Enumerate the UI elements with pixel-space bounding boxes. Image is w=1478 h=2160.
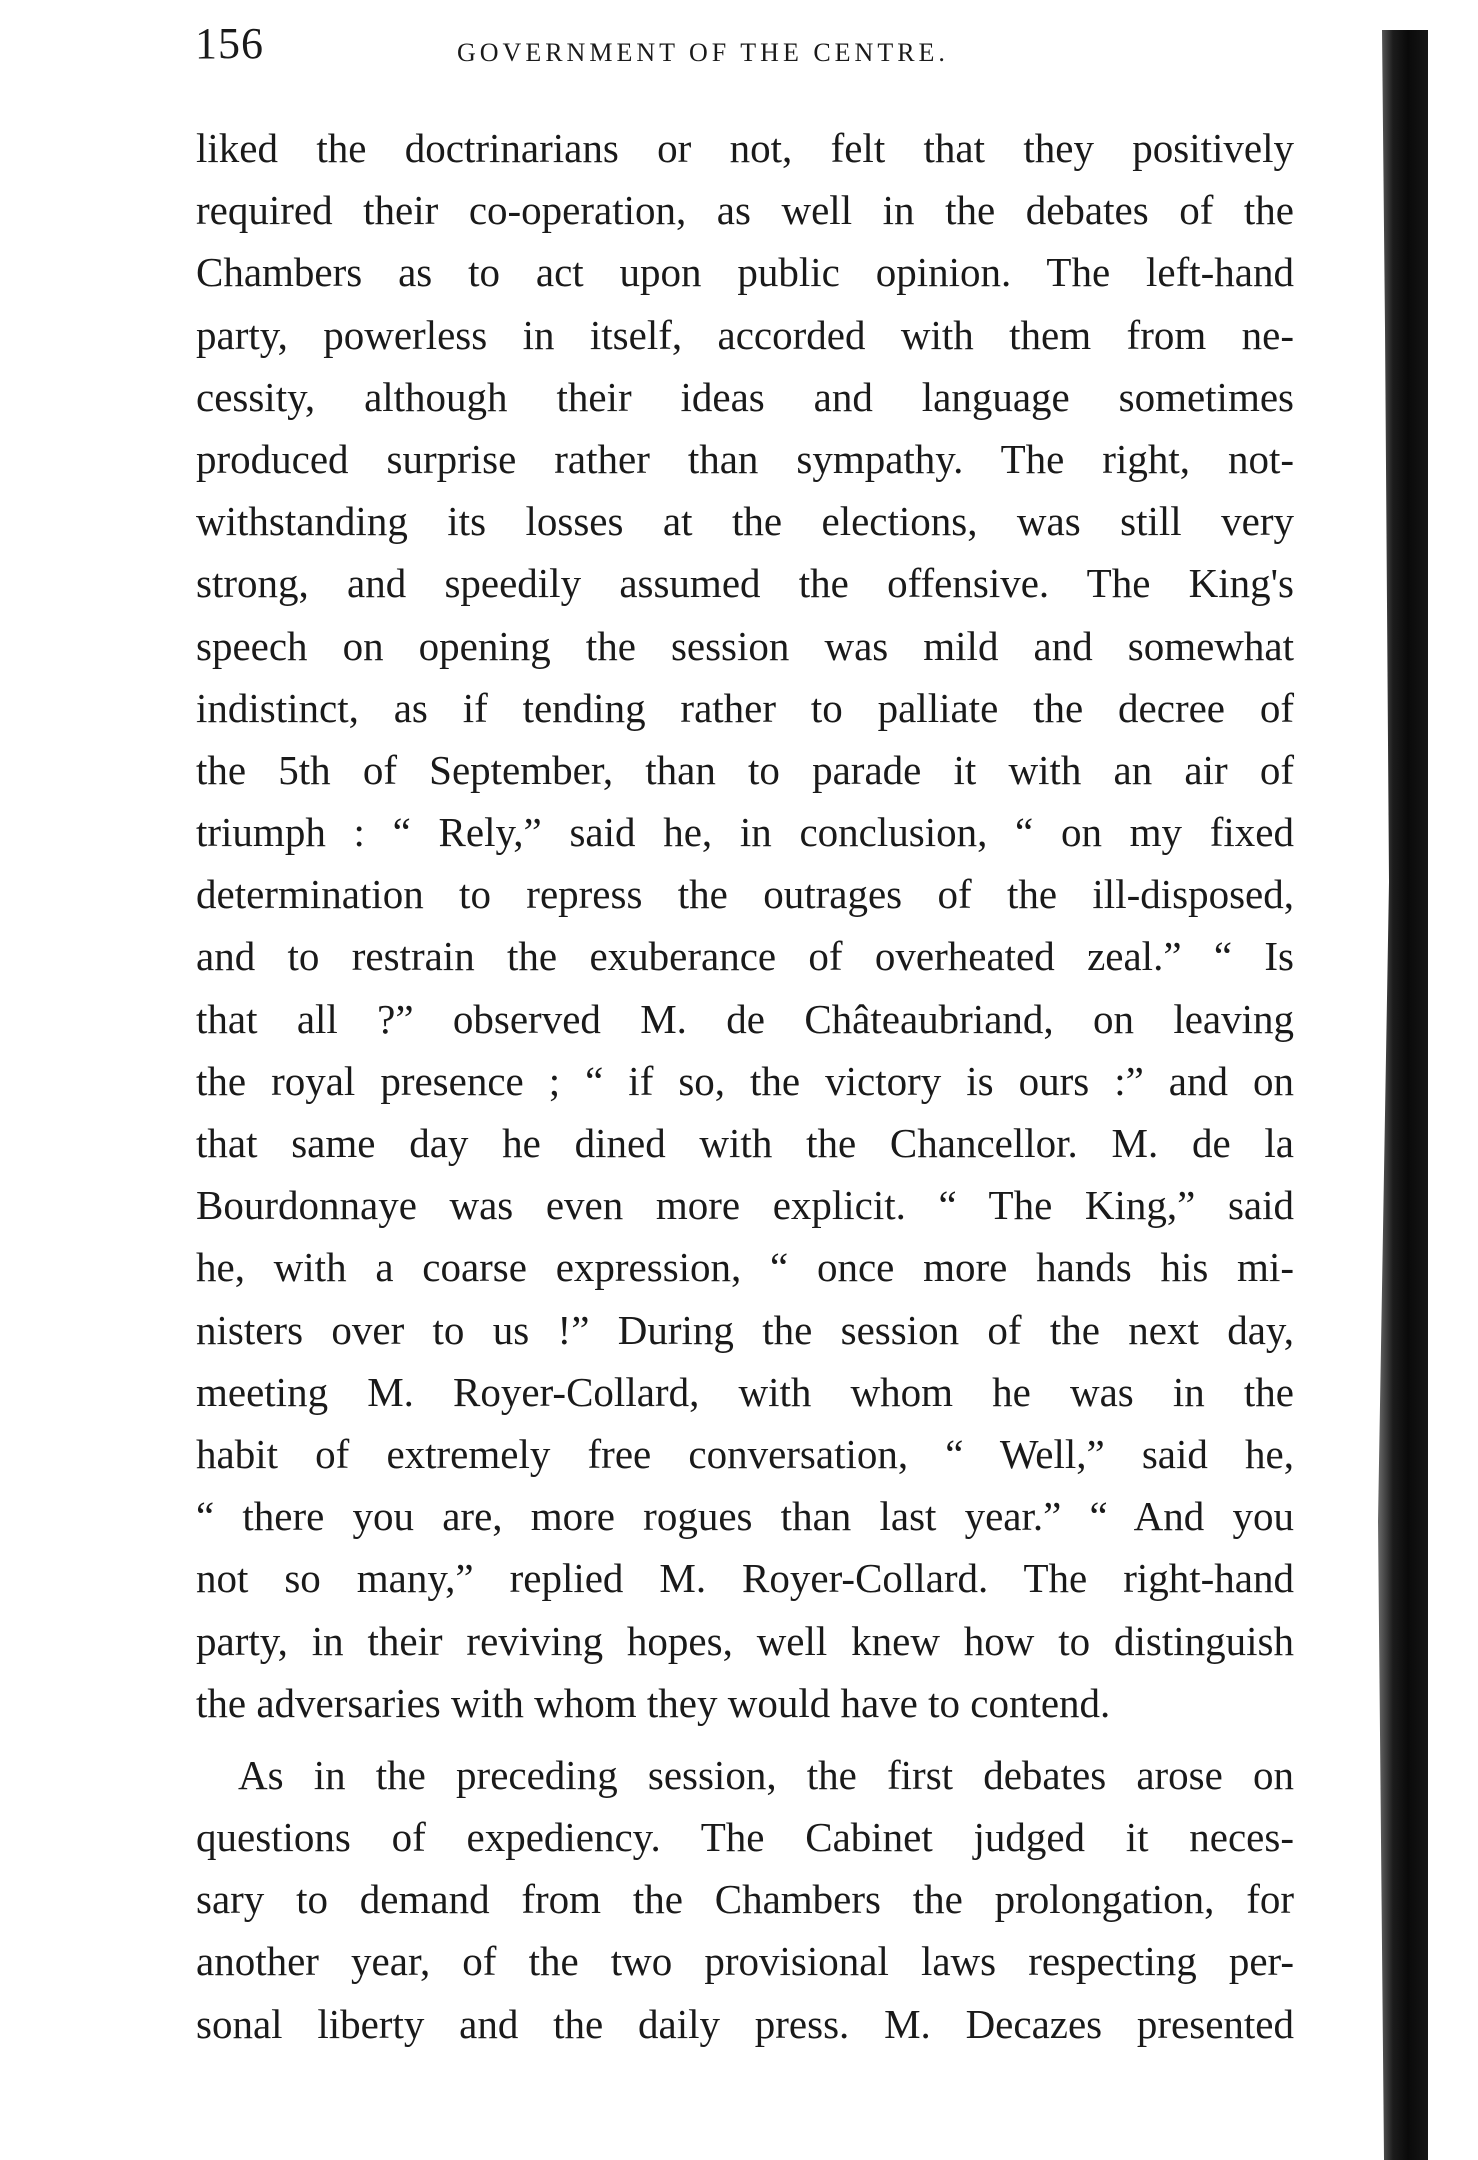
paragraph-1	[196, 117, 1294, 1734]
text-line: Bourdonnaye was even more explicit. “ The King,” said	[196, 1182, 1294, 1229]
text-line: the royal presence ; “ if so, the victory is ours :” and on	[196, 1057, 1294, 1104]
text-line: and to restrain the exuberance of overheated zeal.” “ Is	[196, 933, 1294, 980]
text-line: nisters over to us !” During the session of the next day,	[196, 1306, 1294, 1353]
page-edge-shadow	[1378, 30, 1428, 2160]
text-line: the 5th of September, than to parade it with an air of	[196, 746, 1294, 793]
text-line: indistinct, as if tending rather to palliate the decree of	[196, 684, 1294, 731]
text-line: questions of expediency. The Cabinet judged it neces-	[196, 1814, 1294, 1861]
paragraph-2	[196, 1744, 1294, 2055]
text-line: he, with a coarse expression, “ once more hands his mi-	[196, 1244, 1294, 1291]
text-line: triumph : “ Rely,” said he, in conclusion, “ on my fixed	[196, 809, 1294, 856]
text-line: party, in their reviving hopes, well knew how to distinguish	[196, 1617, 1294, 1664]
text-line: that same day he dined with the Chancellor. M. de la	[196, 1120, 1294, 1166]
text-line: sary to demand from the Chambers the prolongation, for	[196, 1876, 1294, 1923]
text-line: “ there you are, more rogues than last year.” “ And you	[196, 1493, 1294, 1540]
text-line: that all ?” observed M. de Châteaubriand, on leaving	[196, 995, 1294, 1042]
text-line: Chambers as to act upon public opinion. The left-hand	[196, 249, 1294, 296]
page-header	[195, 18, 1295, 78]
text-line: party, powerless in itself, accorded with them from ne-	[196, 311, 1294, 358]
text-line: liked the doctrinarians or not, felt that they positively	[196, 125, 1294, 171]
text-line: another year, of the two provisional laws respecting per-	[196, 1938, 1294, 1985]
text-line: produced surprise rather than sympathy. The right, not-	[196, 435, 1294, 482]
text-line: withstanding its losses at the elections, was still very	[196, 498, 1294, 545]
body-text	[196, 117, 1294, 2055]
text-line: cessity, although their ideas and language sometimes	[196, 373, 1294, 420]
page-number: 156	[195, 19, 264, 68]
running-head: GOVERNMENT OF THE CENTRE.	[457, 38, 949, 67]
text-line: speech on opening the session was mild and somewhat	[196, 622, 1294, 669]
text-line: sonal liberty and the daily press. M. Decazes presented	[196, 2000, 1294, 2047]
text-line: As in the preceding session, the first debates arose on	[238, 1751, 1294, 1798]
text-line: required their co-operation, as well in the debates of the	[196, 187, 1294, 234]
text-line: meeting M. Royer-Collard, with whom he was in the	[196, 1368, 1294, 1415]
text-line: determination to repress the outrages of the ill-disposed,	[196, 871, 1294, 918]
text-line: not so many,” replied M. Royer-Collard. The right-hand	[196, 1555, 1294, 1602]
text-line: habit of extremely free conversation, “ Well,” said he,	[196, 1430, 1294, 1477]
text-line: the adversaries with whom they would have to contend.	[196, 1679, 1111, 1726]
text-line: strong, and speedily assumed the offensive. The King's	[196, 560, 1294, 607]
